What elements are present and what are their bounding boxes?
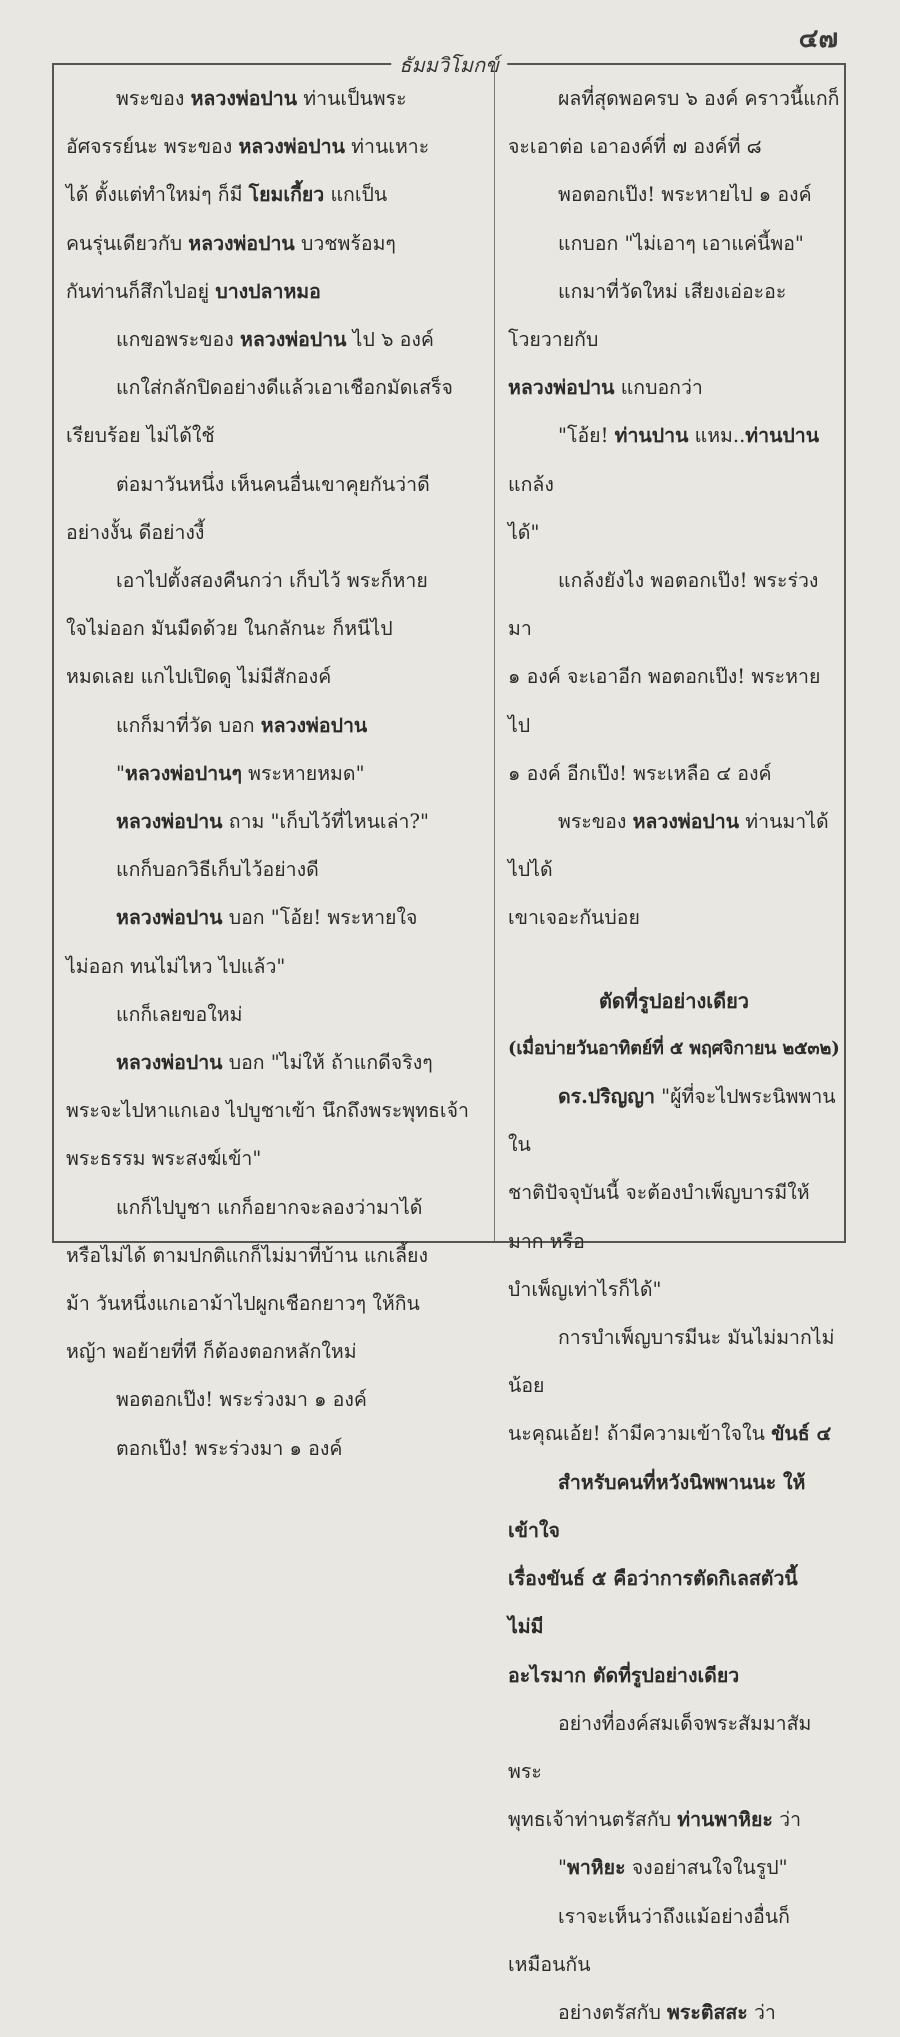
text-run: พระของ (116, 87, 191, 110)
text-line (66, 412, 488, 460)
text-line (508, 220, 840, 268)
text-line (508, 1410, 840, 1458)
bold-text: โยมเกี้ยว (248, 183, 325, 207)
text-run: เอาไปตั้งสองคืนกว่า เก็บไว้ พระก็หาย (116, 569, 428, 593)
text-run: อย่างตรัสกับ (558, 2000, 668, 2024)
text-line (66, 894, 488, 942)
bold-text: หลวงพ่อปาน (238, 135, 345, 159)
text-run: ถาม "เก็บไว้ที่ไหนเล่า?" (222, 810, 429, 834)
text-line (508, 894, 840, 942)
text-run: แกบอกว่า (614, 376, 703, 400)
text-line (66, 653, 488, 701)
bold-text: ท่านปาน (745, 424, 820, 448)
text-run: ท่านเหาะ (344, 135, 430, 159)
section-title (508, 977, 840, 1025)
column-divider (494, 65, 495, 1241)
text-run: ได้ ตั้งแต่ทำใหม่ๆ ก็มี (66, 183, 249, 207)
text-line (66, 1280, 488, 1328)
text-line (66, 1328, 488, 1376)
text-run: คนรุ่นเดียวกับ (66, 231, 189, 255)
text-line (508, 750, 840, 798)
text-run: ไป ๖ องค์ (346, 328, 434, 352)
text-run: ท่านมาได้ไปได้ (508, 810, 829, 882)
bold-text: หลวงพ่อปาน (260, 713, 368, 737)
text-run: แกใส่กลักปิดอย่างดีแล้วเอาเชือกมัดเสร็จ (116, 376, 453, 400)
text-line (66, 509, 488, 557)
text-line (508, 653, 840, 749)
page-number: ๔๗ (798, 24, 838, 54)
bold-text: เรื่องขันธ์ ๕ คือว่าการตัดกิเลสตัวนี้ ไม่มี (508, 1567, 798, 1639)
text-line (66, 1087, 488, 1135)
text-line (66, 1184, 488, 1232)
text-run: ไม่ออก ทนไม่ไหว ไปแล้ว" (66, 954, 286, 978)
text-run: หญ้า พอย้ายที่ที ก็ต้องตอกหลักใหม่ (66, 1340, 357, 1364)
text-line (508, 1459, 840, 1555)
text-run: หมดเลย แกไปเปิดดู ไม่มีสักองค์ (66, 665, 332, 689)
text-line (66, 123, 488, 171)
text-line (66, 557, 488, 605)
bold-text: ท่านพาหิยะ (677, 1808, 773, 1832)
text-line (508, 1314, 840, 1410)
text-run: แกก็มาที่วัด บอก (116, 713, 261, 737)
text-run: แหม.. (688, 424, 746, 448)
text-line (508, 1989, 840, 2037)
text-run: แกก็เลยขอใหม่ (116, 1002, 243, 1026)
text-line (508, 123, 840, 171)
text-run: แกก็บอกวิธีเก็บไว้อย่างดี (116, 858, 319, 882)
text-run: ๑ องค์ อีกเป๊ง! พระเหลือ ๔ องค์ (508, 761, 772, 785)
bold-text: ท่านปาน (614, 424, 689, 448)
text-run: แกล้ง (508, 472, 554, 496)
text-line (66, 220, 488, 268)
text-run: ต่อมาวันหนึ่ง เห็นคนอื่นเขาคุยกันว่าดี (116, 472, 430, 496)
text-run: บอก "โอ้ย! พระหายใจ (222, 906, 418, 930)
bold-text: หลวงพ่อปาน (116, 810, 223, 834)
text-line (66, 702, 488, 750)
text-run: ตอกเป๊ง! พระร่วงมา ๑ องค์ (116, 1436, 343, 1460)
text-run: พระธรรม พระสงฆ์เข้า" (66, 1147, 262, 1171)
text-line (66, 316, 488, 364)
text-run: จงอย่าสนใจในรูป" (625, 1856, 788, 1880)
text-run: แกก็ไปบูชา แกก็อยากจะลองว่ามาได้ (116, 1195, 423, 1219)
text-run: เขาเจอะกันบ่อย (508, 906, 640, 930)
bold-text: หลวงพ่อปาน (116, 906, 223, 930)
text-line (508, 509, 840, 557)
text-line (66, 171, 488, 219)
bold-text: พาหิยะ (566, 1856, 626, 1880)
text-run: พอตอกเป๊ง! พระร่วงมา ๑ องค์ (116, 1388, 367, 1412)
text-line (508, 1796, 840, 1844)
text-run: กันท่านก็สึกไปอยู่ (66, 279, 216, 303)
text-line (66, 750, 488, 798)
text-run: พอตอกเป๊ง! พระหายไป ๑ องค์ (558, 183, 812, 207)
text-run: พระจะไปหาแกเอง ไปบูชาเข้า นึกถึงพระพุทธเจ้า (66, 1099, 469, 1123)
text-run: " (116, 761, 125, 785)
text-line (508, 1555, 840, 1651)
text-run: แกเป็น (324, 183, 388, 207)
text-line (508, 943, 840, 977)
text-run: ผลที่สุดพอครบ ๖ องค์ คราวนี้แกก็ (558, 87, 840, 110)
text-line (66, 1135, 488, 1183)
text-line (66, 798, 488, 846)
text-run: ๑ องค์ จะเอาอีก พอตอกเป๊ง! พระหายไป (508, 665, 821, 737)
text-run: เราจะเห็นว่าถึงแม้อย่างอื่นก็เหมือนกัน (508, 1904, 790, 1976)
running-header: ธัมมวิโมกข์ (391, 49, 507, 81)
text-run: บวชพร้อมๆ (294, 231, 396, 255)
text-line (66, 1232, 488, 1280)
text-run: ชาติปัจจุบันนี้ จะต้องบำเพ็ญบารมีให้มาก หรือ (508, 1181, 810, 1253)
text-run: แกมาที่วัดใหม่ เสียงเอ่อะอะโวยวายกับ (508, 279, 787, 352)
text-run: อย่างงั้น ดีอย่างงี้ (66, 520, 205, 544)
text-line (66, 268, 488, 316)
bold-text: หลวงพ่อปาน (239, 328, 347, 352)
text-run: พระหายหมด" (241, 761, 365, 785)
text-run: ตัดที่รูปอย่างเดียว (598, 988, 750, 1013)
bold-text: หลวงพ่อปาน (116, 1051, 223, 1075)
text-line (508, 1700, 840, 1796)
bold-text: ดร.ปริญญา (558, 1085, 655, 1109)
text-run: "ผู้ที่จะไปพระนิพพานใน (508, 1085, 836, 1157)
text-run: จะเอาต่อ เอาองค์ที่ ๗ องค์ที่ ๘ (508, 135, 762, 159)
bold-text: บางปลาหมอ (215, 279, 321, 303)
text-run: การบำเพ็ญบารมีนะ มันไม่มากไม่น้อย (508, 1326, 835, 1398)
bold-text: หลวงพ่อปาน (190, 87, 298, 110)
text-line (66, 605, 488, 653)
text-line (508, 1652, 840, 1700)
text-line (508, 1169, 840, 1265)
text-line (508, 75, 840, 123)
text-line (508, 268, 840, 364)
bold-text: อะไรมาก ตัดที่รูปอย่างเดียว (508, 1663, 740, 1687)
text-line (508, 557, 840, 653)
text-line (66, 461, 488, 509)
text-run: ท่านเป็นพระ (297, 87, 407, 110)
bold-text: หลวงพ่อปาน (632, 810, 740, 834)
text-line (66, 943, 488, 991)
text-line (66, 846, 488, 894)
text-run: ว่า (747, 2000, 776, 2024)
text-line (508, 798, 840, 894)
text-line (66, 1425, 488, 1473)
content-frame (52, 53, 846, 2024)
text-run: บอก "ไม่ให้ ถ้าแกดีจริงๆ (222, 1051, 433, 1075)
text-run: เรียบร้อย ไม่ได้ใช้ (66, 424, 215, 448)
bold-text: สำหรับคนที่หวังนิพพานนะ ให้เข้าใจ (508, 1470, 806, 1542)
right-column (508, 75, 840, 2037)
text-run: พุทธเจ้าท่านตรัสกับ (508, 1808, 678, 1832)
text-line (508, 171, 840, 219)
text-run: อย่างที่องค์สมเด็จพระสัมมาสัมพระ (508, 1711, 812, 1783)
text-line (508, 1266, 840, 1314)
text-line (66, 1376, 488, 1424)
bold-text: หลวงพ่อปาน (508, 376, 615, 400)
text-run: นะคุณเอ้ย! ถ้ามีความเข้าใจใน (508, 1422, 772, 1446)
text-line (508, 1893, 840, 1989)
text-line (508, 1844, 840, 1892)
text-run: อัศจรรย์นะ พระของ (66, 135, 239, 159)
text-line (508, 412, 840, 508)
text-line (508, 364, 840, 412)
section-date (508, 1025, 840, 1073)
text-run: พระของ (558, 810, 633, 834)
text-line (66, 1039, 488, 1087)
text-line (66, 75, 488, 123)
bold-text: หลวงพ่อปาน (188, 231, 295, 255)
text-run: ใจไม่ออก มันมืดด้วย ในกลักนะ ก็หนีไป (66, 617, 393, 641)
bold-text: หลวงพ่อปานๆ (124, 761, 242, 785)
text-run: หรือไม่ได้ ตามปกติแกก็ไม่มาที่บ้าน แกเลี้ยง (66, 1243, 428, 1267)
text-line (66, 991, 488, 1039)
text-run: ว่า (772, 1808, 802, 1832)
text-line (508, 1073, 840, 1169)
text-run: แกบอก "ไม่เอาๆ เอาแค่นี้พอ" (558, 231, 804, 255)
text-run: " (558, 1856, 567, 1880)
text-run: แกล้งยังไง พอตอกเป๊ง! พระร่วงมา (508, 569, 819, 641)
text-run: ม้า วันหนึ่งแกเอาม้าไปผูกเชือกยาวๆ ให้กิน (66, 1292, 420, 1316)
text-run: บำเพ็ญเท่าไรก็ได้" (508, 1277, 662, 1301)
text-run: แกขอพระของ (116, 328, 240, 352)
text-run: (เมื่อบ่ายวันอาทิตย์ที่ ๕ พฤศจิกายน ๒๕๓๒) (508, 1037, 840, 1059)
text-run: "โอ้ย! (558, 424, 615, 448)
left-column (66, 75, 488, 1473)
bold-text: ขันธ์ ๔ (771, 1422, 832, 1446)
text-run: ได้" (508, 520, 540, 544)
text-line (66, 364, 488, 412)
bold-text: พระติสสะ (667, 2000, 748, 2024)
